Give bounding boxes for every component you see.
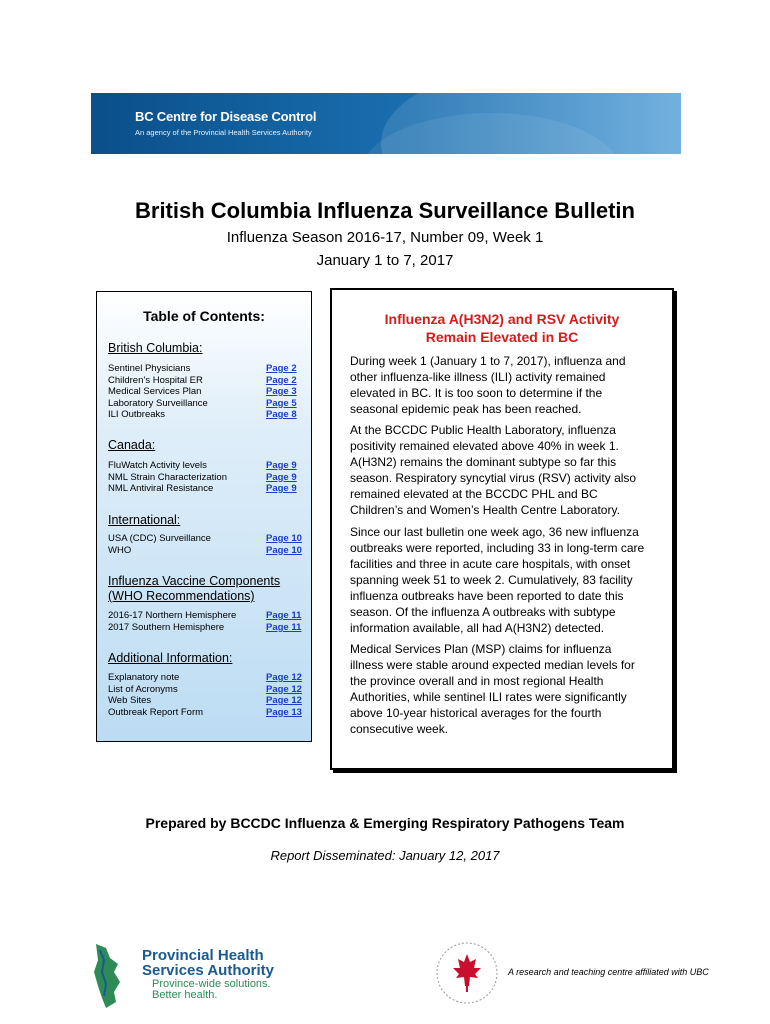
- text-line: elevated in BC. It is too soon to determine if the: [350, 386, 603, 400]
- toc-section-british-columbia: British Columbia:: [108, 341, 203, 355]
- toc-section-canada: Canada:: [108, 438, 156, 452]
- toc-page-link[interactable]: Page 3: [266, 386, 297, 397]
- text-line: remained elevated at the BCCDC PHL and BC: [350, 487, 598, 501]
- toc-page-link[interactable]: Page 2: [266, 374, 297, 386]
- toc-item: Explanatory note: [108, 672, 180, 683]
- toc-item: 2016-17 Northern Hemisphere: [108, 610, 237, 621]
- text-line: information available, all had A(H3N2) detected.: [350, 621, 605, 635]
- text-line: Medical Services Plan (MSP) claims for influenza: [350, 642, 612, 656]
- report-disseminated: Report Disseminated: January 12, 2017: [270, 848, 500, 863]
- toc-page-link[interactable]: Page 5: [266, 397, 297, 409]
- summary-title-line-1: Influenza A(H3N2) and RSV Activity: [384, 311, 620, 327]
- bulletin-subtitle-dates: January 1 to 7, 2017: [316, 252, 454, 269]
- text-line: facilities and three in acute care hospitals, with onset: [350, 557, 631, 571]
- bc-map-icon: [92, 942, 122, 1012]
- phsa-tagline: [152, 979, 271, 1001]
- toc-page-link[interactable]: Page 8: [266, 409, 297, 420]
- toc-page-link[interactable]: Page 12: [266, 683, 302, 695]
- text-line: other influenza-like illness (ILI) activity remained: [350, 370, 606, 384]
- toc-item: ILI Outbreaks: [108, 409, 166, 420]
- toc-item: Outbreak Report Form: [108, 706, 204, 718]
- text-line: season. Of the influenza A outbreaks with subtype: [350, 605, 616, 619]
- toc-page-link[interactable]: Page 13: [266, 706, 302, 718]
- text-line: positivity remained elevated above 40% in week 1.: [350, 439, 619, 453]
- text-line: Children’s and Women’s Health Centre Laboratory.: [350, 503, 620, 517]
- text-line: During week 1 (January 1 to 7, 2017), influenza and: [350, 354, 626, 368]
- toc-page-link[interactable]: Page 10: [266, 533, 302, 544]
- toc-item: Medical Services Plan: [108, 386, 202, 397]
- toc-item: Children’s Hospital ER: [108, 374, 203, 386]
- toc-item: Web Sites: [108, 695, 152, 706]
- toc-item: NML Antiviral Resistance: [108, 483, 214, 494]
- text-line: Since our last bulletin one week ago, 36 new influenza: [350, 525, 639, 539]
- ubc-affiliation: A research and teaching centre affiliated with UBC: [508, 967, 709, 977]
- toc-item: 2017 Southern Hemisphere: [108, 622, 225, 633]
- phsa-tag-line-1: Province-wide solutions.: [152, 978, 271, 990]
- toc-section-additional-information: Additional Information:: [108, 651, 233, 665]
- toc-item: WHO: [108, 544, 132, 556]
- text-line: seasonal epidemic peak has been reached.: [350, 402, 582, 416]
- text-line: illness were stable around expected median levels for: [350, 658, 635, 672]
- toc-page-link[interactable]: Page 2: [266, 363, 297, 374]
- text-line: At the BCCDC Public Health Laboratory, influenza: [350, 423, 616, 437]
- toc-page-link[interactable]: Page 9: [266, 471, 297, 483]
- text-line: influenza outbreaks have been reported to date this: [350, 589, 624, 603]
- toc-page-link[interactable]: Page 11: [266, 622, 302, 633]
- bccdc-banner: [91, 93, 681, 154]
- phsa-logo-name: [142, 948, 274, 978]
- toc-section-who-recommendations: (WHO Recommendations): [108, 589, 255, 603]
- toc-page-link[interactable]: Page 12: [266, 672, 302, 683]
- toc-item: Laboratory Surveillance: [108, 397, 208, 409]
- toc-item: NML Strain Characterization: [108, 471, 227, 483]
- maple-leaf-seal-icon: [434, 940, 500, 1006]
- summary-paragraph: [350, 524, 664, 636]
- phsa-name-line-2: Services Authority: [142, 962, 274, 979]
- banner-org-name: BC Centre for Disease Control: [135, 109, 317, 124]
- bulletin-title: British Columbia Influenza Surveillance Bulletin: [135, 198, 635, 223]
- toc-page-link[interactable]: Page 9: [266, 483, 297, 494]
- toc-item: Sentinel Physicians: [108, 363, 191, 374]
- toc-item: USA (CDC) Surveillance: [108, 533, 211, 544]
- summary-paragraph: [350, 641, 664, 737]
- toc-page-link[interactable]: Page 12: [266, 695, 302, 706]
- summary-title: [332, 310, 672, 346]
- text-line: spanning week 51 to week 2. Cumulatively, 83 facility: [350, 573, 633, 587]
- summary-paragraph: [350, 353, 664, 417]
- prepared-by: Prepared by BCCDC Influenza & Emerging Respiratory Pathogens Team: [145, 815, 625, 831]
- toc-section-vaccine-components: Influenza Vaccine Components: [108, 574, 281, 588]
- phsa-name-line-1: Provincial Health: [142, 947, 264, 964]
- text-line: above 10-year historical averages for the fourth: [350, 706, 602, 720]
- text-line: consecutive week.: [350, 722, 449, 736]
- summary-box: [330, 288, 674, 770]
- phsa-tag-line-2: Better health.: [152, 989, 218, 1001]
- text-line: season. Respiratory syncytial virus (RSV) activity also: [350, 471, 637, 485]
- toc-item: List of Acronyms: [108, 683, 178, 695]
- toc-title: Table of Contents:: [143, 308, 265, 324]
- table-of-contents: [96, 291, 312, 742]
- text-line: A(H3N2) remains the dominant subtype so far this: [350, 455, 617, 469]
- toc-item: FluWatch Activity levels: [108, 460, 207, 471]
- banner-tagline: An agency of the Provincial Health Services Authority: [135, 128, 312, 137]
- toc-page-link[interactable]: Page 9: [266, 460, 297, 471]
- text-line: Authorities, while sentinel ILI rates were significantly: [350, 690, 627, 704]
- text-line: outbreaks were reported, including 33 in long-term care: [350, 541, 645, 555]
- toc-section-international: International:: [108, 513, 181, 527]
- summary-title-line-2: Remain Elevated in BC: [425, 329, 579, 345]
- toc-page-link[interactable]: Page 10: [266, 544, 302, 556]
- summary-paragraph: [350, 422, 664, 518]
- bulletin-subtitle-season: Influenza Season 2016-17, Number 09, Week 1: [226, 229, 544, 246]
- text-line: the province overall and in most regional Health: [350, 674, 604, 688]
- toc-page-link[interactable]: Page 11: [266, 610, 302, 621]
